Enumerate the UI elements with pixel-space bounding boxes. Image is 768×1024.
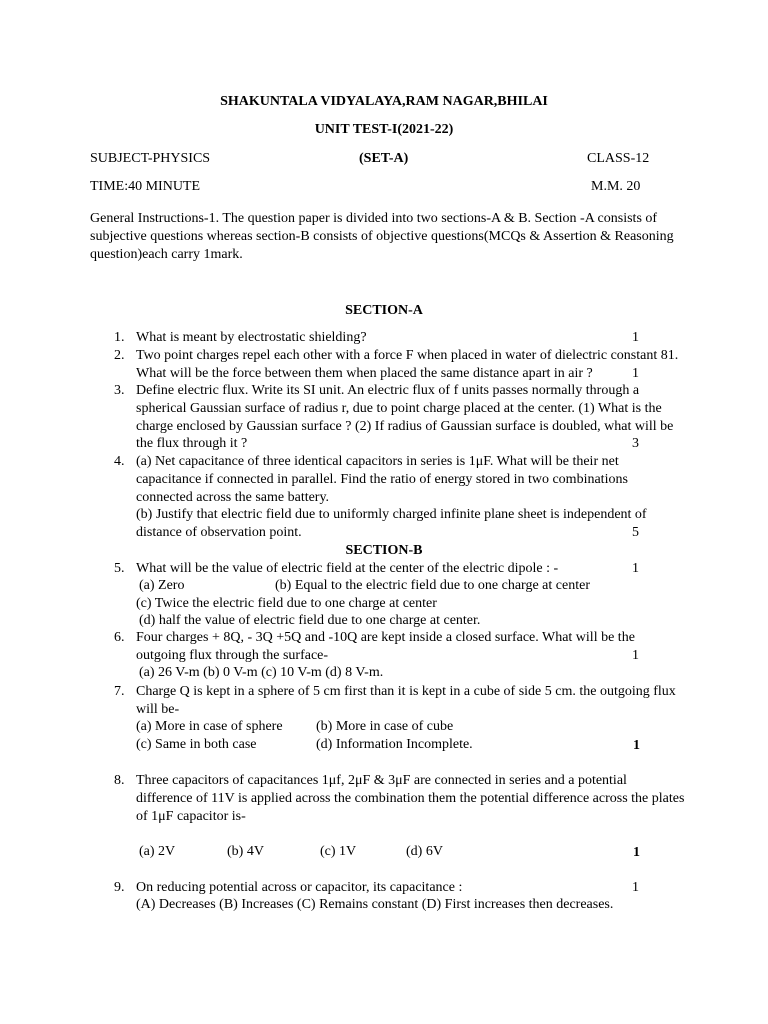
question-text: Define electric flux. Write its SI unit. An electric flux of f units passes normally through a [136, 383, 640, 398]
option-b: (b) More in case of cube [316, 719, 454, 734]
question-text: What will be the force between them when placed the same distance apart in air ? [136, 365, 593, 381]
general-instructions [90, 210, 680, 264]
option-a: (a) More in case of sphere [136, 719, 283, 734]
option-d: (d) half the value of electric field due to one charge at center. [139, 613, 481, 628]
test-title: UNIT TEST-I(2021-22) [314, 122, 454, 137]
question-text: distance of observation point. [136, 525, 302, 541]
question-options: (A) Decreases (B) Increases (C) Remains constant (D) First increases then decreases. [136, 897, 614, 912]
question-6 [90, 629, 690, 680]
class-label: CLASS-12 [587, 151, 650, 166]
question-text: Charge Q is kept in a sphere of 5 cm first than it is kept in a cube of side 5 cm. the outgoing flux [136, 684, 676, 699]
question-number: 8. [114, 773, 125, 788]
option-d: (d) Information Incomplete. [316, 737, 473, 752]
question-number: 5. [114, 561, 125, 576]
question-text: What will be the value of electric field at the center of the electric dipole : - [136, 561, 559, 576]
question-number: 1. [114, 330, 125, 345]
question-options: (a) 26 V-m (b) 0 V-m (c) 10 V-m (d) 8 V-m. [139, 665, 384, 680]
question-text: charge enclosed by Gaussian surface ? (2) If radius of Gaussian surface is doubled, what will be [136, 418, 674, 434]
question-text: connected across the same battery. [136, 489, 330, 505]
question-marks: 1 [632, 330, 639, 345]
subject: SUBJECT-PHYSICS [90, 151, 211, 166]
question-8 [90, 772, 690, 860]
set-label: (SET-A) [359, 151, 409, 166]
question-number: 2. [114, 348, 125, 363]
question-marks: 1 [633, 845, 640, 860]
question-number: 7. [114, 684, 125, 699]
question-7 [90, 683, 690, 753]
question-text: spherical Gaussian surface of radius r, due to point charge placed at the center. (1) What is the [136, 400, 662, 416]
question-text: outgoing flux through the surface- [136, 647, 329, 663]
question-5 [90, 560, 690, 628]
question-marks: 1 [632, 561, 639, 576]
question-text: Four charges + 8Q, - 3Q +5Q and -10Q are kept inside a closed surface. What will be the [136, 630, 635, 645]
question-2 [90, 347, 690, 383]
question-4 [90, 453, 690, 542]
time-label: TIME:40 MINUTE [90, 179, 201, 194]
school-name: SHAKUNTALA VIDYALAYA,RAM NAGAR,BHILAI [220, 94, 548, 109]
option-c: (c) Same in both case [136, 737, 257, 752]
question-text: On reducing potential across or capacitor, its capacitance : [136, 880, 463, 895]
option-b: (b) 4V [227, 844, 264, 859]
instruction-line: question)each carry 1mark. [90, 247, 243, 262]
question-text: will be- [136, 701, 180, 717]
question-text: capacitance if connected in parallel. Find the ratio of energy stored in two combinations [136, 471, 628, 487]
question-1 [90, 329, 690, 347]
question-text: of 1μF capacitor is- [136, 808, 246, 824]
instruction-line: General Instructions-1. The question paper is divided into two sections-A & B. Section -A consists of [90, 211, 658, 226]
question-3 [90, 382, 690, 453]
option-c: (c) 1V [320, 844, 357, 859]
option-a: (a) 2V [139, 844, 176, 859]
question-number: 9. [114, 880, 125, 895]
question-number: 6. [114, 630, 125, 645]
option-b: (b) Equal to the electric field due to one charge at center [275, 578, 590, 593]
question-number: 3. [114, 383, 125, 398]
question-marks: 1 [632, 366, 639, 381]
question-9 [90, 879, 690, 912]
option-d: (d) 6V [406, 844, 443, 859]
question-text: (b) Justify that electric field due to uniformly charged infinite plane sheet is independent of [136, 507, 647, 523]
question-marks: 1 [633, 738, 640, 753]
question-number: 4. [114, 454, 125, 469]
question-text: What is meant by electrostatic shielding? [136, 330, 367, 345]
question-text: Three capacitors of capacitances 1μf, 2μF & 3μF are connected in series and a potential [136, 773, 627, 788]
question-text: difference of 11V is applied across the combination them the potential difference across the plates [136, 790, 685, 806]
question-marks: 5 [632, 525, 639, 540]
instruction-line: subjective questions whereas section-B consists of objective questions(MCQs & Assertion & Reasoning [90, 229, 674, 244]
option-c: (c) Twice the electric field due to one charge at center [136, 596, 437, 611]
question-marks: 3 [632, 436, 639, 451]
section-b-heading: SECTION-B [345, 543, 423, 558]
option-a: (a) Zero [139, 578, 185, 593]
question-marks: 1 [632, 880, 639, 895]
section-a-heading: SECTION-A [345, 303, 423, 318]
question-text: Two point charges repel each other with a force F when placed in water of dielectric constant 81. [136, 348, 679, 363]
question-text: (a) Net capacitance of three identical capacitors in series is 1μF. What will be their net [136, 454, 619, 469]
question-text: the flux through it ? [136, 436, 248, 452]
max-marks: M.M. 20 [591, 179, 641, 194]
question-marks: 1 [632, 648, 639, 663]
